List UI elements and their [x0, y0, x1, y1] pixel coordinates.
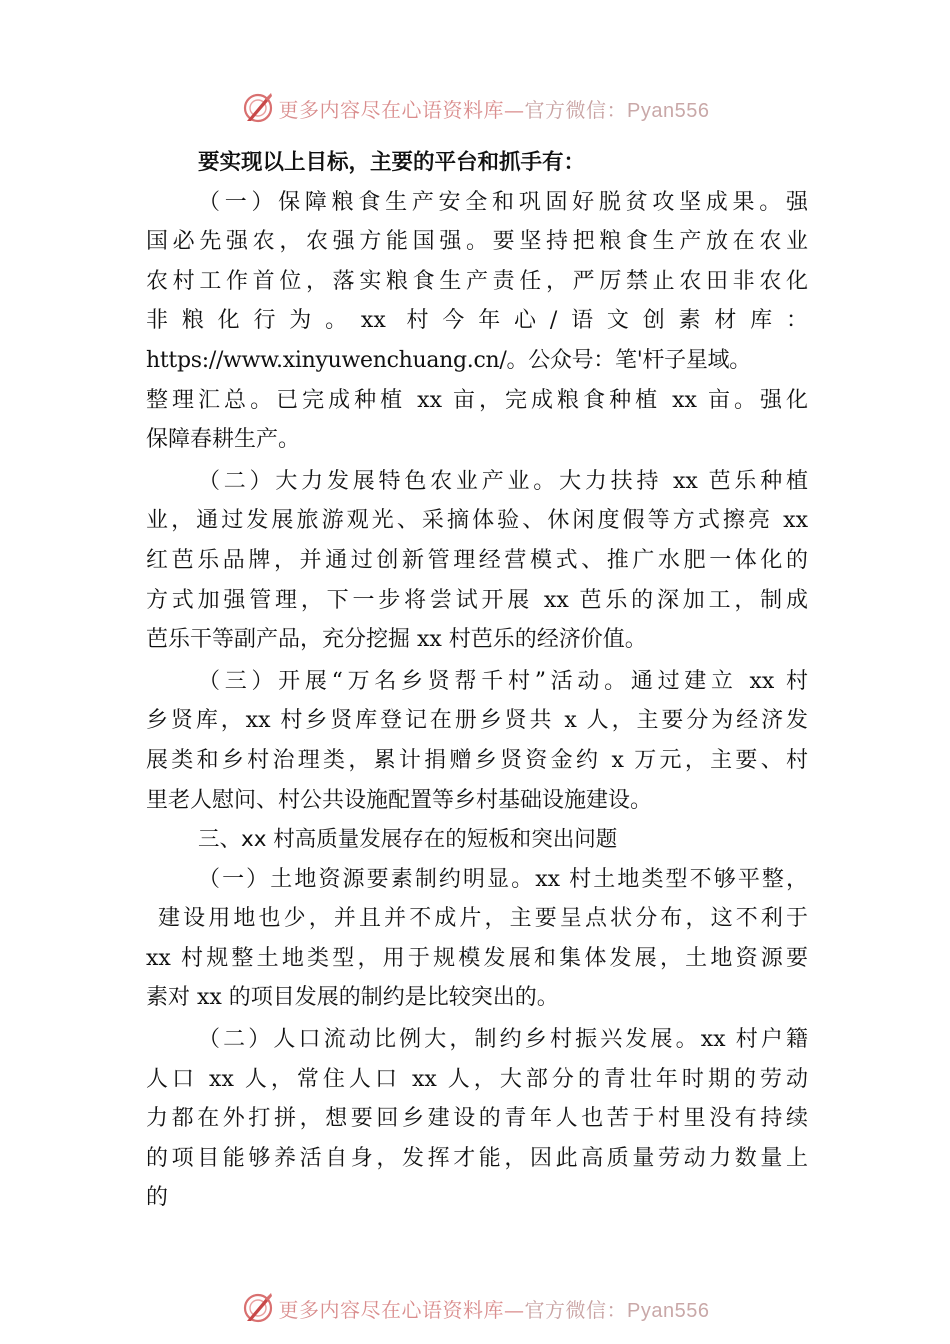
text-line: （二）人口流动比例大，制约乡村振兴发展。xx 村户籍 [198, 1027, 808, 1053]
text-line: 芭乐干等副产品，充分挖掘 xx 村芭乐的经济价值。 [146, 627, 647, 653]
text-line: （三）开展“万名乡贤帮千村”活动。通过建立 xx 村 [198, 668, 808, 694]
document-body [146, 143, 808, 1218]
text-line: 里老人慰问、村公共设施配置等乡村基础设施建设。 [146, 787, 653, 813]
text-line: 建设用地也少，并且并不成片，主要呈点状分布，这不利于 [158, 906, 808, 932]
text-line: （一）保障粮食生产安全和巩固好脱贫攻坚成果。强 [198, 189, 808, 215]
text-line: xx 村规整土地类型，用于规模发展和集体发展，土地资源要 [146, 945, 808, 971]
text-line: 展类和乡村治理类，累计捐赠乡贤资金约 x 万元，主要、村 [146, 747, 808, 773]
text-line: 业，通过发展旅游观光、采摘体验、休闲度假等方式擦亮 xx [146, 508, 808, 534]
text-line: 农村工作首位，落实粮食生产责任，严厉禁止农田非农化 [146, 268, 808, 294]
text-line: 国必先强农，农强方能国强。要坚持把粮食生产放在农业 [146, 229, 808, 255]
text-line: 方式加强管理，下一步将尝试开展 xx 芭乐的深加工，制成 [146, 587, 808, 613]
text-line: 人口 xx 人，常住人口 xx 人，大部分的青壮年时期的劳动 [146, 1066, 808, 1092]
text-line: 非粮化行为。xx 村今年心/语文创素材库： [146, 308, 808, 334]
section-heading: 三、xx 村高质量发展存在的短板和突出问题 [198, 827, 618, 853]
text-line: 整理汇总。已完成种植 xx 亩，完成粮食种植 xx 亩。强化 [146, 387, 808, 413]
quill-logo-icon [241, 91, 275, 125]
text-line: 的项目能够养活自身，发挥才能，因此高质量劳动力数量上 [146, 1145, 808, 1171]
text-line: https://www.xinyuwenchuang.cn/。公众号：笔'杆子星域。 [146, 347, 751, 373]
text-line: （二）大力发展特色农业产业。大力扶持 xx 芭乐种植 [198, 468, 808, 494]
text-line: 素对 xx 的项目发展的制约是比较突出的。 [146, 985, 559, 1011]
header-watermark-banner [0, 88, 950, 128]
text-line: （一）土地资源要素制约明显。xx 村土地类型不够平整， [198, 866, 808, 892]
intro-line: 要实现以上目标，主要的平台和抓手有： [198, 150, 586, 175]
footer-watermark-banner [0, 1288, 950, 1328]
footer-banner-text: 更多内容尽在心语资料库—官方微信：Pyan556 [278, 1297, 710, 1322]
text-line: 乡贤库，xx 村乡贤库登记在册乡贤共 x 人，主要分为经济发 [146, 708, 808, 734]
text-line: 红芭乐品牌，并通过创新管理经营模式、推广水肥一体化的 [146, 547, 808, 573]
header-banner-text: 更多内容尽在心语资料库—官方微信：Pyan556 [278, 97, 710, 122]
text-line: 保障春耕生产。 [146, 427, 301, 453]
quill-logo-icon [241, 1291, 275, 1325]
text-line: 力都在外打拼，想要回乡建设的青年人也苦于村里没有持续 [146, 1106, 808, 1132]
text-line: 的 [146, 1185, 169, 1211]
